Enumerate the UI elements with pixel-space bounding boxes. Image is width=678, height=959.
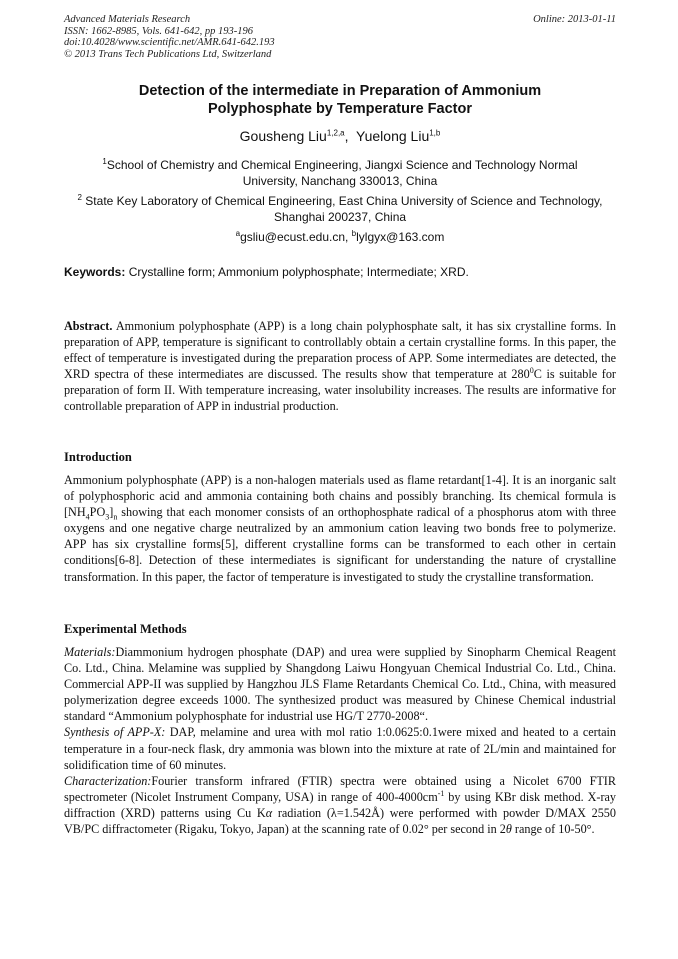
affiliation-1 [64, 157, 616, 189]
email-a[interactable]: gsliu@ecust.edu.cn, [240, 230, 352, 244]
experimental-heading: Experimental Methods [64, 622, 187, 636]
abstract-temp-sup: 0 [529, 366, 534, 376]
title-line-1: Detection of the intermediate in Preparation of Ammonium [138, 83, 542, 99]
abstract-text-2: C is suitable for preparation of form II. With temperature increasing, water insolubility increases. The results are informative for controllable preparation of APP in industrial production. [64, 367, 616, 414]
email-b-sup: b [351, 229, 357, 238]
author-sep: , [344, 128, 357, 144]
issn: ISSN: 1662-8985, Vols. 641-642, pp 193-196 [64, 25, 253, 37]
intro-po: PO [89, 505, 106, 520]
title-line-2: Polyphosphate by Temperature Factor [207, 101, 472, 117]
intro-sub-n: n [113, 512, 118, 522]
journal-name: Advanced Materials Research [64, 14, 191, 25]
author-1-sup: 1,2,a [326, 128, 345, 138]
author-2: Yuelong Liu [356, 128, 430, 144]
doi: doi:10.4028/www.scientific.net/AMR.641-642.193 [64, 37, 275, 48]
materials-paragraph [64, 644, 616, 724]
materials-label: Materials: [64, 645, 116, 659]
author-emails [64, 230, 616, 244]
keywords-text: Crystalline form; Ammonium polyphosphate; Intermediate; XRD. [125, 265, 469, 279]
char-text-2: by using KBr disk method. X-ray diffraction (XRD) patterns using Cu K [64, 789, 616, 820]
intro-sub-3: 3 [105, 512, 110, 522]
intro-text-2: showing that each monomer consists of an orthophosphate radical of a phosphorus atom with three oxygens and one negative charge neutralized by an ammonium cation leaving two bonds free to polymerize. APP has six crystalline forms[5], different crystalline forms can be transformed to each other in certain conditions[6-8]. Detection of these intermediates is significant for understanding the nature of crystalline transformation. In this paper, the factor of temperature is investigated to study the crystalline transformation. [64, 505, 616, 584]
aff-1-line-2: University, Nanchang 330013, China [242, 174, 438, 188]
introduction-body [64, 472, 616, 585]
author-2-sup: 1,b [429, 128, 441, 138]
online-date: Online: 2013-01-11 [533, 14, 616, 25]
synthesis-label: Synthesis of APP-X: [64, 725, 166, 740]
synthesis-text: DAP, melamine and urea with mol ratio 1:0.0625:0.1were mixed and heated to a certain temperature in a four-neck flask, dry ammonia was blown into the mixture at rate of 2L/min and maintained for solidification time of 60 minutes. [64, 725, 616, 772]
char-text-4: range of 10-50°. [511, 822, 595, 837]
journal-header [64, 14, 616, 60]
char-sup: -1 [437, 788, 445, 798]
experimental-body [64, 644, 616, 837]
email-a-sup: a [235, 229, 241, 238]
aff-2-line-2: Shanghai 200237, China [273, 210, 407, 224]
char-theta: θ [505, 822, 512, 837]
abstract-text-1: Ammonium polyphosphate (APP) is a long chain polyphosphate salt, it has six crystalline forms. In preparation of APP, temperature is significant to controllably obtain a certain crystalline forms. In this paper, the effect of temperature is investigated during the preparation process of APP. Some intermediates are detected, the XRD spectra of these intermediates are discussed. The results show that temperature at 280 [64, 319, 616, 382]
aff-1-line-1: School of Chemistry and Chemical Engineering, Jiangxi Science and Technology Normal [106, 158, 578, 172]
copyright: © 2013 Trans Tech Publications Ltd, Switzerland [64, 48, 272, 60]
char-text-3: radiation (λ=1.542Å) were performed with powder D/MAX 2550 VB/PC diffractometer (Rigaku, Tokyo, Japan) at the scanning rate of 0.02° per second in 2 [64, 805, 616, 837]
author-1: Gousheng Liu [239, 128, 327, 144]
introduction-heading: Introduction [64, 450, 132, 464]
intro-text-1: Ammonium polyphosphate (APP) is a non-halogen materials used as flame retardant[1-4]. It is an inorganic salt of polyphosphoric acid and ammonia containing both chains and possibly branching. Its chemical formula is [NH [64, 473, 616, 520]
char-text-1: Fourier transform infrared (FTIR) spectra were obtained using a Nicolet 6700 FTIR spectrometer (Nicolet Instrument Company, USA) in range of 400-4000cm [64, 773, 616, 804]
characterization-paragraph [64, 773, 616, 837]
aff-2-line-1: State Key Laboratory of Chemical Engineering, East China University of Science and Technology, [81, 194, 603, 208]
characterization-label: Characterization: [64, 773, 152, 788]
intro-close: ] [109, 505, 114, 520]
email-b[interactable]: lylgyx@163.com [356, 230, 445, 244]
keywords-label: Keywords: [64, 265, 126, 279]
aff-1-sup: 1 [102, 157, 107, 166]
synthesis-paragraph [64, 724, 616, 772]
abstract [64, 318, 616, 415]
affiliation-2 [64, 193, 616, 225]
materials-text: Diammonium hydrogen phosphate (DAP) and urea were supplied by Sinopharm Chemical Reagent Co. Ltd., China. Melamine was supplied by Shangdong Laiwu Hongyuan Chemical Industrial Co. Ltd., China. Commercial APP-II was supplied by Hangzhou JLS Flame Retardants Chemical Co. Ltd., China, with measured polymerization degree exceeds 1000. The synthesized product was measured by Chinese Chemical industrial standard “Ammonium polyphosphate for industrial use HG/T 2770-2008“. [64, 645, 616, 724]
char-alpha: α [265, 805, 273, 820]
abstract-label: Abstract. [64, 319, 113, 333]
paper-title [64, 82, 616, 118]
intro-sub-4: 4 [85, 512, 90, 522]
keywords [64, 265, 616, 279]
aff-2-sup: 2 [77, 193, 82, 202]
authors [64, 128, 616, 144]
